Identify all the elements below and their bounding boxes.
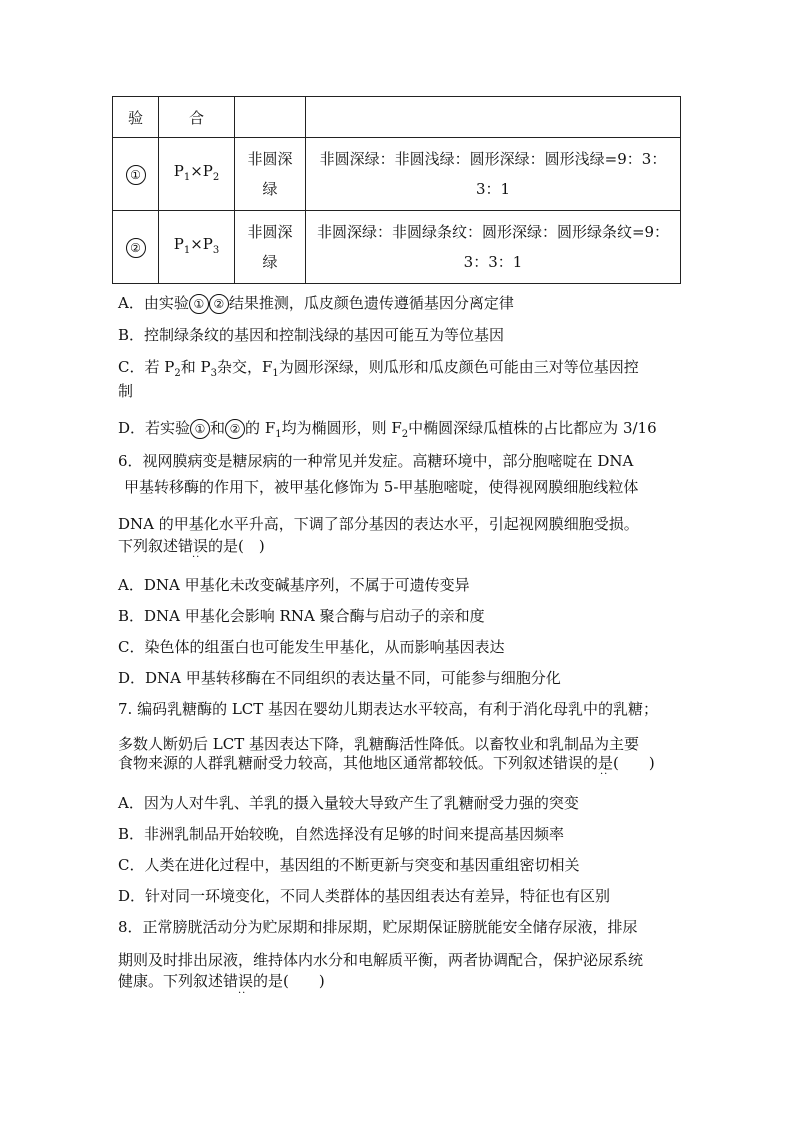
- q6-stem-line-4: 下列叙述错误的是( ): [118, 537, 265, 555]
- experiment-id-cell: [113, 138, 159, 211]
- circled-number: ②: [126, 238, 146, 258]
- circled-number: ①: [190, 419, 210, 439]
- q6-option-d: D．DNA 甲基转移酶在不同组织的表达量不同，可能参与细胞分化: [118, 669, 561, 687]
- cross-cell: $P_1\times P_3$: [159, 211, 235, 284]
- q5-option-c-continued: 制: [118, 382, 134, 400]
- table-row: [113, 138, 681, 211]
- table-header-row: [113, 97, 681, 138]
- q6-option-b: B．DNA 甲基化会影响 RNA 聚合酶与启动子的亲和度: [118, 607, 485, 625]
- circled-number: ①: [126, 165, 146, 185]
- table-row: [113, 211, 681, 284]
- f1-phenotype-cell: 非圆深 绿: [235, 211, 306, 284]
- q8-stem-line-1: 8．正常膀胱活动分为贮尿期和排尿期，贮尿期保证膀胱能安全储存尿液，排尿: [118, 918, 638, 936]
- q7-stem-line-1: 7. 编码乳糖酶的 LCT 基因在婴幼儿期表达水平较高，有利于消化母乳中的乳糖；: [118, 700, 659, 718]
- q6-stem-line-1: 6．视网膜病变是糖尿病的一种常见并发症。高糖环境中，部分胞嘧啶在 DNA: [118, 452, 634, 470]
- q5-option-c: C．若 $P_2$和 $P_3$杂交，$F_1$为圆形深绿，则瓜形和瓜皮颜色可能由三对等位基因控: [118, 358, 639, 379]
- q7-option-a: A．因为人对牛乳、羊乳的摄入量较大导致产生了乳糖耐受力强的突变: [118, 794, 579, 812]
- q7-stem-line-3: 食物来源的人群乳糖耐受力较高，其他地区通常都较低。下列叙述错误的是( ): [118, 754, 655, 772]
- header-cell-experiment: 验: [113, 97, 159, 138]
- q7-stem-line-2: 多数人断奶后 LCT 基因表达下降，乳糖酶活性降低。以畜牧业和乳制品为主要: [118, 735, 639, 753]
- q5-option-a: A．由实验 ① ② 结果推测，瓜皮颜色遗传遵循基因分离定律: [118, 294, 514, 312]
- q8-stem-line-3: 健康。下列叙述错误的是( ): [118, 972, 325, 990]
- circled-number: ②: [209, 294, 229, 314]
- q7-option-c: C．人类在进化过程中，基因组的不断更新与突变和基因重组密切相关: [118, 856, 580, 874]
- f2-ratio-cell: 非圆深绿：非圆绿条纹：圆形深绿：圆形绿条纹=9： 3：3：1: [306, 211, 681, 284]
- cross-results-table: [112, 96, 681, 284]
- q6-option-a: A．DNA 甲基化未改变碱基序列，不属于可遗传变异: [118, 576, 470, 594]
- circled-number: ②: [225, 419, 245, 439]
- q6-stem-line-2: 甲基转移酶的作用下，被甲基化修饰为 5-甲基胞嘧啶，使得视网膜细胞线粒体: [124, 478, 639, 496]
- q6-option-c: C．染色体的组蛋白也可能发生甲基化，从而影响基因表达: [118, 638, 505, 656]
- f2-ratio-cell: 非圆深绿：非圆浅绿：圆形深绿：圆形浅绿=9：3： 3：1: [306, 138, 681, 211]
- header-cell-f2: [306, 97, 681, 138]
- emphasis-dots: ··: [600, 769, 609, 780]
- f1-phenotype-cell: 非圆深 绿: [235, 138, 306, 211]
- circled-number: ①: [189, 294, 209, 314]
- q5-option-d: D．若实验 ① 和 ② 的 $F_1$均为椭圆形，则 $F_2$中椭圆深绿瓜植株的占比都应为 3/16: [118, 419, 657, 440]
- emphasis-dots: ··: [192, 552, 201, 563]
- q7-option-d: D．针对同一环境变化，不同人类群体的基因组表达有差异，特征也有区别: [118, 887, 611, 905]
- q6-stem-line-3: DNA 的甲基化水平升高，下调了部分基因的表达水平，引起视网膜细胞受损。: [118, 515, 639, 533]
- q7-option-b: B．非洲乳制品开始较晚，自然选择没有足够的时间来提高基因频率: [118, 825, 565, 843]
- q5-option-b: B．控制绿条纹的基因和控制浅绿的基因可能互为等位基因: [118, 326, 505, 344]
- emphasis-dots: ··: [238, 988, 247, 999]
- header-cell-cross: 合: [159, 97, 235, 138]
- header-cell-f1: [235, 97, 306, 138]
- q8-stem-line-2: 期则及时排出尿液，维持体内水分和电解质平衡，两者协调配合，保护泌尿系统: [118, 951, 644, 969]
- cross-cell: $P_1\times P_2$: [159, 138, 235, 211]
- experiment-id-cell: [113, 211, 159, 284]
